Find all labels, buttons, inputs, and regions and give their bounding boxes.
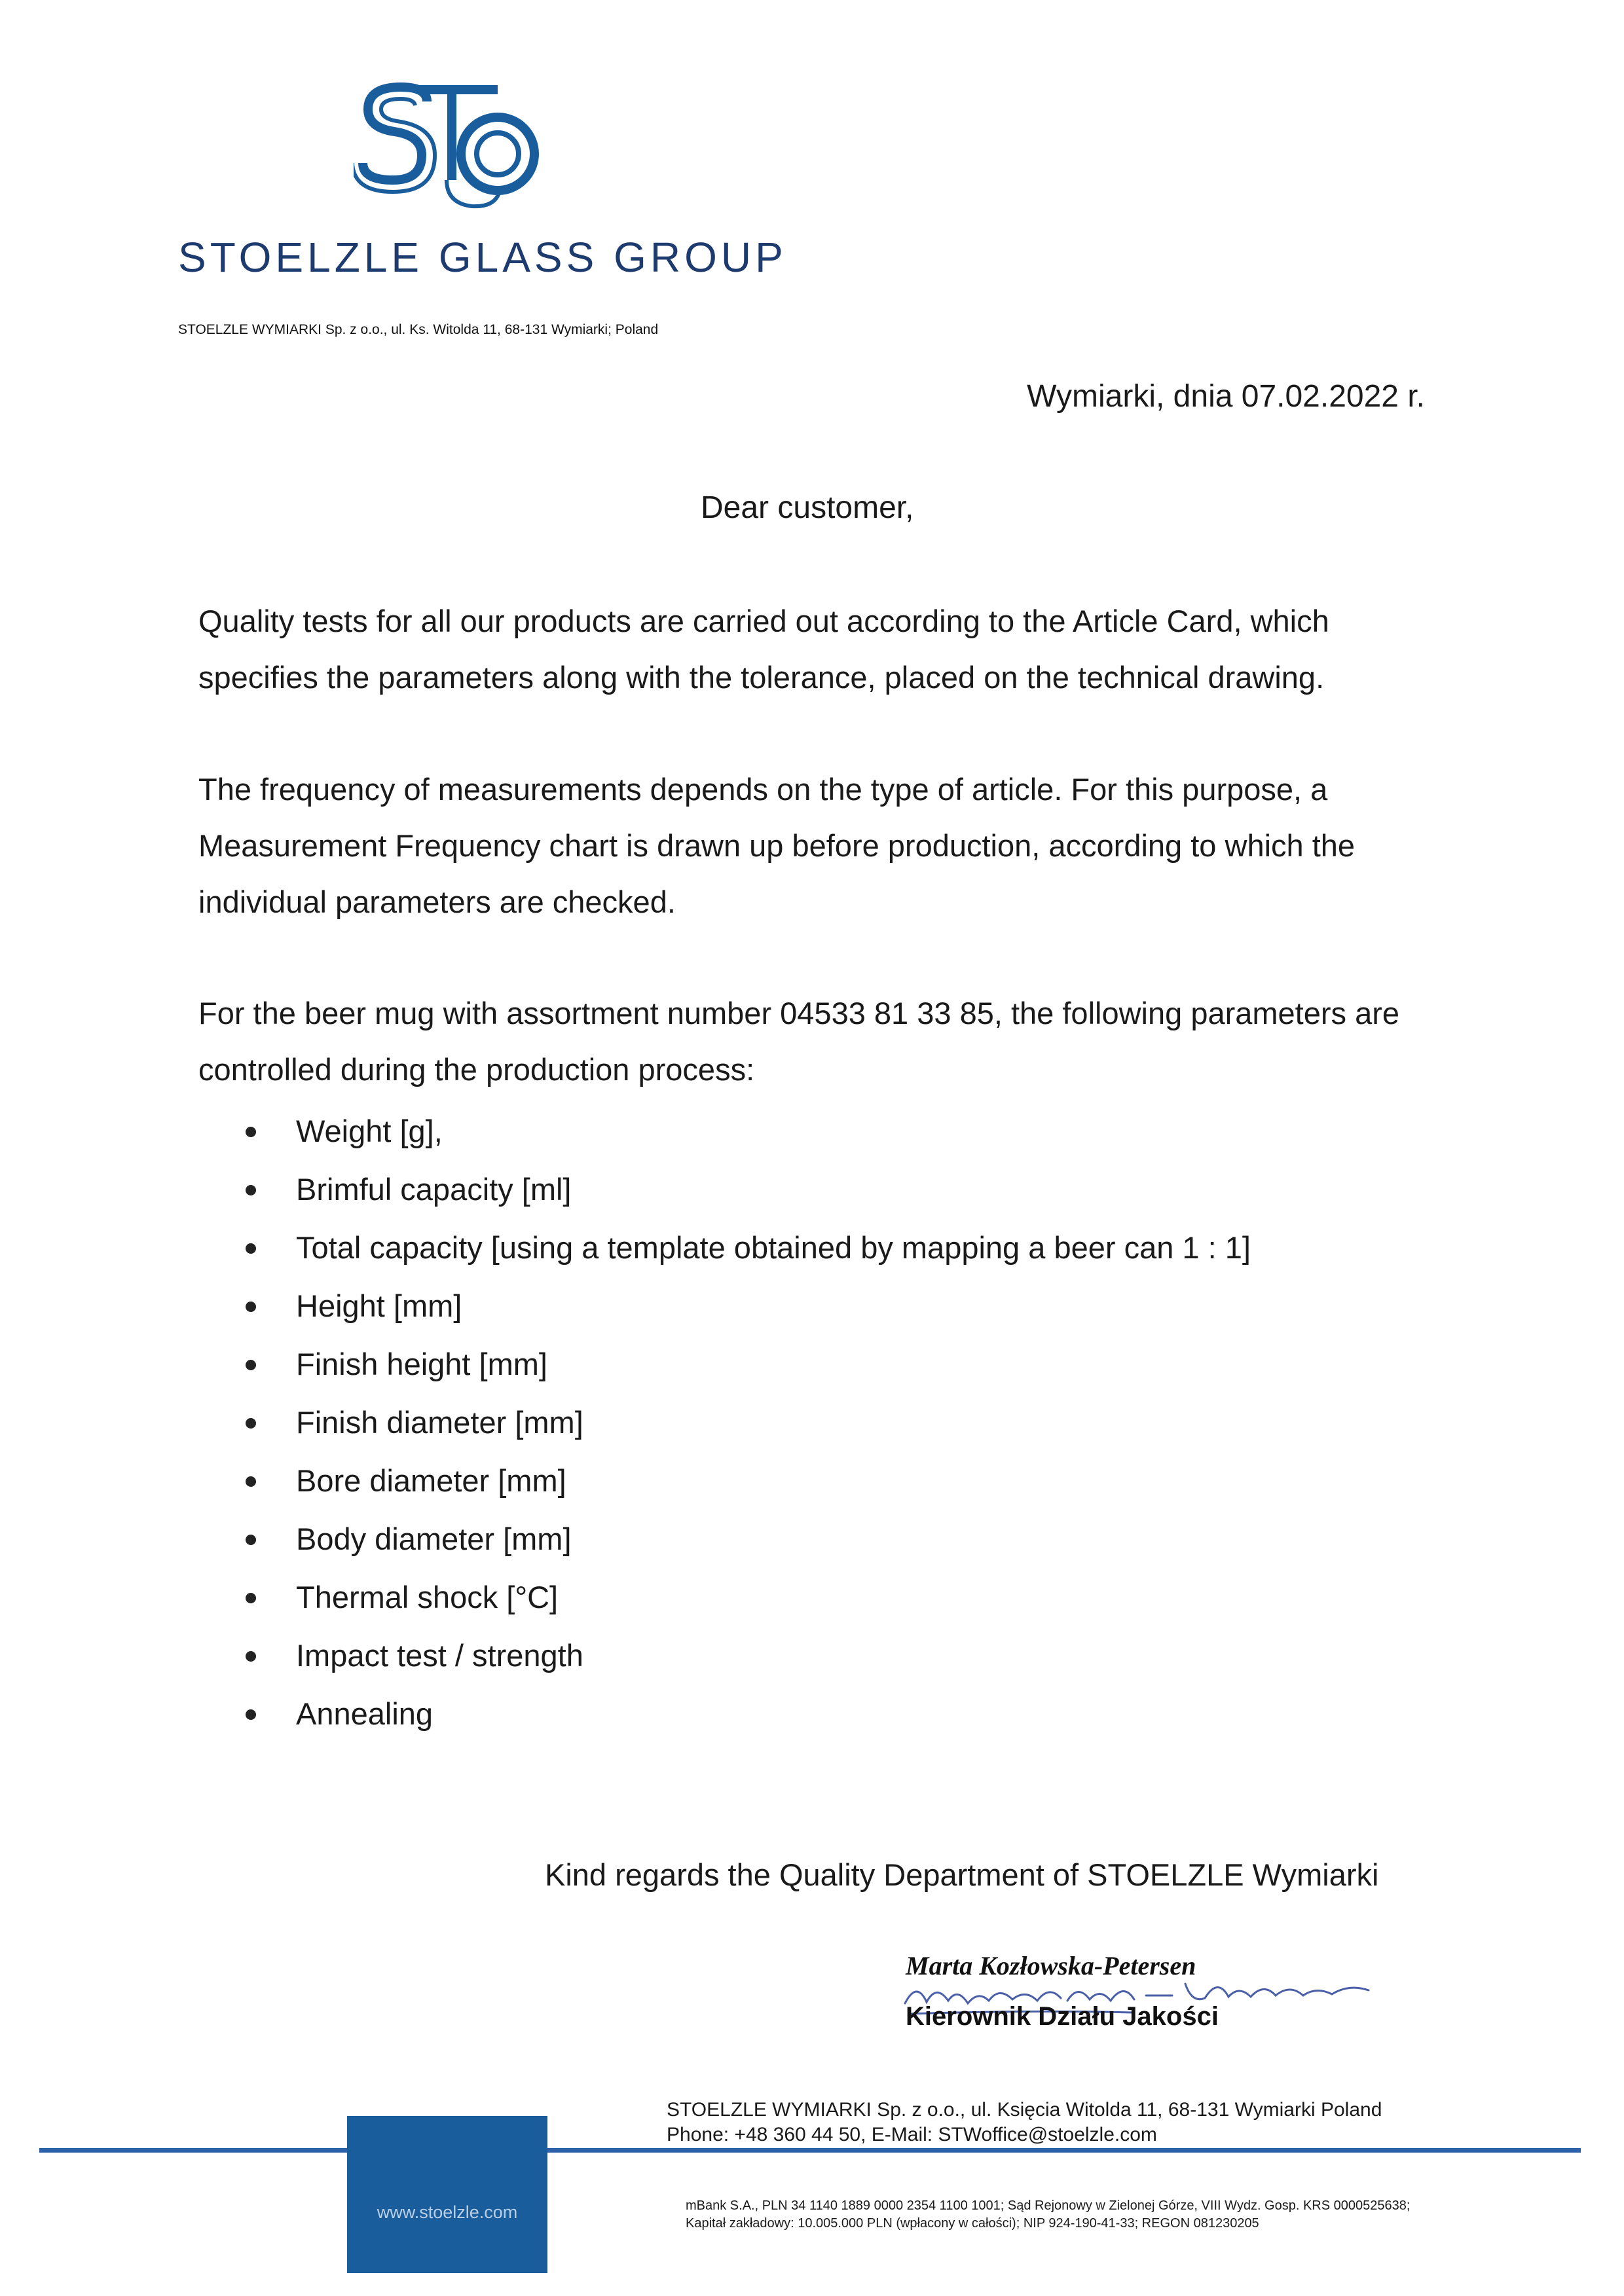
list-item	[246, 1510, 1251, 1568]
list-item	[246, 1626, 1251, 1685]
stoelzle-logo	[354, 82, 550, 216]
parameter-label: Weight [g],	[296, 1114, 443, 1148]
list-item	[246, 1160, 1251, 1218]
parameter-label: Brimful capacity [ml]	[296, 1172, 572, 1207]
footer-legal-line: mBank S.A., PLN 34 1140 1889 0000 2354 1100 1001; Sąd Rejonowy w Zielonej Górze, VIII Wydz. Gosp. KRS 0000525638;	[686, 2198, 1411, 2213]
bullet-icon	[246, 1127, 256, 1137]
greeting: Dear customer,	[701, 490, 914, 525]
bullet-icon	[246, 1243, 256, 1254]
signatory-name: Marta Kozłowska-Petersen	[906, 1951, 1196, 1980]
group-name: STOELZLE GLASS GROUP	[178, 234, 787, 281]
bullet-icon	[246, 1651, 256, 1662]
footer-brand-block	[347, 2116, 547, 2273]
list-item	[246, 1218, 1251, 1277]
list-item	[246, 1335, 1251, 1393]
bullet-icon	[246, 1476, 256, 1487]
footer-website-link[interactable]: www.stoelzle.com	[377, 2202, 518, 2222]
bullet-icon	[246, 1418, 256, 1429]
footer-rule	[547, 2148, 1581, 2153]
parameter-label: Impact test / strength	[296, 1638, 583, 1673]
parameter-label: Finish diameter [mm]	[296, 1405, 583, 1440]
bullet-icon	[246, 1185, 256, 1195]
bullet-icon	[246, 1593, 256, 1603]
list-item	[246, 1102, 1251, 1160]
bullet-icon	[246, 1302, 256, 1312]
footer-legal-line: Kapitał zakładowy: 10.005.000 PLN (wpłacony w całości); NIP 924-190-41-33; REGON 081230205	[686, 2216, 1259, 2231]
letter-date: Wymiarki, dnia 07.02.2022 r.	[1027, 379, 1425, 414]
list-item	[246, 1685, 1251, 1743]
header-address: STOELZLE WYMIARKI Sp. z o.o., ul. Ks. Witolda 11, 68-131 Wymiarki; Poland	[178, 322, 659, 337]
footer-address-line: STOELZLE WYMIARKI Sp. z o.o., ul. Księcia Witolda 11, 68-131 Wymiarki Poland	[667, 2099, 1382, 2121]
list-item	[246, 1393, 1251, 1451]
bullet-icon	[246, 1709, 256, 1720]
footer-address	[667, 2098, 1382, 2147]
parameter-label: Body diameter [mm]	[296, 1522, 572, 1556]
list-item	[246, 1451, 1251, 1510]
parameter-label: Finish height [mm]	[296, 1347, 547, 1381]
parameter-label: Height [mm]	[296, 1288, 462, 1323]
paragraph-measurement-frequency: The frequency of measurements depends on the type of article. For this purpose, a Measurement Frequency chart is drawn up before production, according to which the individual parameters are checked.	[198, 772, 1356, 919]
parameter-label: Annealing	[296, 1696, 434, 1731]
paragraph-article-card: Quality tests for all our products are carried out according to the Article Card, which specifies the parameters along with the tolerance, placed on the technical drawing.	[198, 604, 1329, 695]
footer-contact-line: Phone: +48 360 44 50, E-Mail: STWoffice@stoelzle.com	[667, 2124, 1157, 2145]
parameter-label: Thermal shock [°C]	[296, 1580, 559, 1614]
bullet-icon	[246, 1360, 256, 1370]
list-item	[246, 1277, 1251, 1335]
bullet-icon	[246, 1535, 256, 1545]
footer-legal	[686, 2197, 1410, 2232]
parameter-label: Bore diameter [mm]	[296, 1463, 566, 1498]
paragraph-beer-mug: For the beer mug with assortment number 04533 81 33 85, the following parameters are controlled during the production process:	[198, 996, 1400, 1087]
closing: Kind regards the Quality Department of STOELZLE Wymiarki	[545, 1857, 1379, 1892]
list-item	[246, 1568, 1251, 1626]
parameter-label: Total capacity [using a template obtained by mapping a beer can 1 : 1]	[296, 1230, 1251, 1265]
parameter-list	[246, 1102, 1251, 1743]
signatory-title: Kierownik Działu Jakości	[906, 2002, 1219, 2031]
footer-rule	[39, 2148, 347, 2153]
